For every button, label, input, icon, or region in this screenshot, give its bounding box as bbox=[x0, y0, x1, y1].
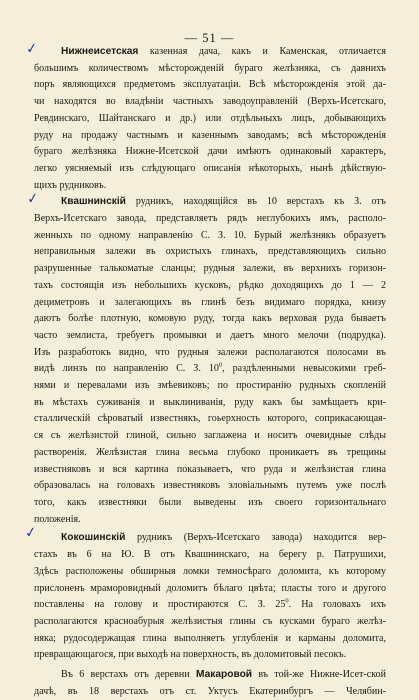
text-line: большимъ количествомъ мѣсторожденій бураго желѣзняка, съ давнихъ bbox=[34, 62, 386, 74]
text-line: Изъ разработокъ видно, что рудныя залежи располагаются полосами въ bbox=[34, 346, 386, 358]
check-mark-icon: ✓ bbox=[25, 190, 40, 208]
paragraph-kokoshinsky bbox=[34, 530, 386, 664]
page-number: — 51 — bbox=[184, 31, 235, 45]
text-line: чи находятся во владѣніи частныхъ заводоуправленій (Верхъ-Исетскаго, bbox=[34, 96, 386, 108]
text-line: поръ являющихся предметомъ эксплуатаціи. Всѣ мѣсторожденія этой да- bbox=[34, 79, 386, 91]
deposit-name: Квашнинскій bbox=[61, 196, 126, 208]
text-line: няка; рудосодержащая глина выполняетъ углубленія и карманы доломита, bbox=[34, 632, 386, 644]
text-line: того, какъ известняки были выведены изъ своего горизонтальнаго bbox=[34, 496, 386, 508]
text-line: прислоненъ мраморовидный доломитъ бѣлаго цвѣта; пласты того и другого bbox=[34, 582, 386, 594]
paragraph-nizhneisetskaya bbox=[34, 44, 386, 194]
text-line: въ мѣстахъ суживанія и выклиниванія, руду какъ бы замѣщаетъ кри- bbox=[34, 396, 386, 408]
text-line: видѣ линзъ по направленію С. З. $10^0$, раздѣленными невысокими греб- bbox=[34, 362, 386, 375]
text-line: известняковъ и вся картина показываетъ, что руда и желѣзистая глина bbox=[34, 463, 386, 475]
text-line: Нижнеисетская казенная дача, какъ и Каменская, отличается bbox=[61, 46, 386, 57]
text-line: женныхъ по одному направленію С. З. 10. Бурый желѣзнякъ образуетъ bbox=[34, 229, 386, 241]
text-line: Здѣсь расположены обширныя ломки темносѣраго доломита, къ которому bbox=[34, 565, 386, 577]
text-line: образовалась на головахъ известняковъ эловіальнымъ путемъ уже послѣ bbox=[34, 480, 386, 492]
text-line: Верхъ-Исетскаго завода, представляетъ рядъ неглубокихъ ямъ, располо- bbox=[34, 213, 386, 225]
text-line: часто землиста, требуетъ промывки и даетъ много мелочи (подрудка). bbox=[34, 329, 386, 341]
text-line: ся съ желѣзистой глиной, сильно заглажена и носитъ очевидные слѣды bbox=[34, 430, 386, 442]
text-line: щихъ рудниковъ. bbox=[34, 179, 107, 191]
deposit-name: Кокошинскій bbox=[61, 532, 126, 544]
text-line: Квашнинскій рудникъ, находящійся въ 10 верстахъ къ З. отъ bbox=[61, 196, 386, 208]
text-line: разрушенные талькоматые сланцы; рудныя залежи, въ верхнихъ горизон- bbox=[34, 263, 386, 275]
text-line: стахъ въ 6 на Ю. В отъ Квашнинскаго, на берегу р. Патрушихи, bbox=[34, 549, 386, 561]
check-mark-icon: ✓ bbox=[24, 40, 39, 58]
text-line: Ревдинскаго, Шайтанскаго и др.) или отдѣльныхъ лицъ, добывающихъ bbox=[34, 112, 386, 124]
text-line: Въ 6 верстахъ отъ деревни Макаровой въ той-же Нижне-Исет-ской bbox=[61, 669, 386, 681]
text-line: дециметровъ и залегающихъ въ глинѣ безъ видимаго порядка, книзу bbox=[34, 296, 386, 308]
paragraph-kvashninsky bbox=[34, 194, 386, 528]
text-line: бураго желѣзняка Нижне-Исетской дачи имѣютъ одинаковый характеръ, bbox=[34, 146, 386, 158]
text-line: неправильныя залежи въ охристыхъ глинахъ, представляющихъ сильно bbox=[34, 246, 386, 258]
text-line: растворенія. Желѣзистая глина весьма глубоко проникаетъ въ трещины bbox=[34, 446, 386, 458]
deposit-name: Нижнеисетская bbox=[61, 46, 139, 57]
text-line: Кокошинскій рудникъ (Верхъ-Исетскаго завода) находится вер- bbox=[61, 532, 386, 544]
deposit-name: Макаровой bbox=[195, 669, 253, 681]
text-line: поставлены на голову и простираются С. З. $25^0$. На головахъ ихъ bbox=[34, 597, 386, 611]
text-line: легко уясняемый изъ слѣдующаго описанія нѣкоторыхъ, нынѣ дѣйствую- bbox=[34, 162, 386, 174]
text-line: располагаются красноабурыя желѣзистыя глины съ кусками бураго желѣз- bbox=[34, 615, 386, 627]
text-line: превращающагося, при выходѣ на поверхность, въ доломитовый песокъ. bbox=[34, 649, 347, 661]
text-line: дачѣ, въ 18 верстахъ отъ ст. Уктусъ Екатеринбургъ — Челябин- bbox=[34, 685, 386, 697]
text-line: даютъ болѣе плотную, комовую руду, тогда какъ верховая руда бываетъ bbox=[34, 313, 386, 325]
text-line: положенія. bbox=[34, 513, 81, 525]
text-line: тахъ состоящія изъ небольшихъ кусковъ, рѣдко доходящихъ до 1 — 2 bbox=[34, 279, 386, 291]
text-line: сталлическій сѣроватый известнякъ, гоьерхность которого, соприкасающая- bbox=[34, 413, 386, 425]
paragraph-makarova bbox=[34, 667, 386, 700]
check-mark-icon: ✓ bbox=[23, 524, 38, 542]
document-body bbox=[34, 44, 386, 700]
text-line: руду на продажу частнымъ и казеннымъ заводамъ; всѣ мѣсторожденія bbox=[34, 129, 386, 141]
text-line: нями и перевалами изъ змѣевиковъ; по простиранію рудныхъ скопленій bbox=[34, 380, 386, 392]
